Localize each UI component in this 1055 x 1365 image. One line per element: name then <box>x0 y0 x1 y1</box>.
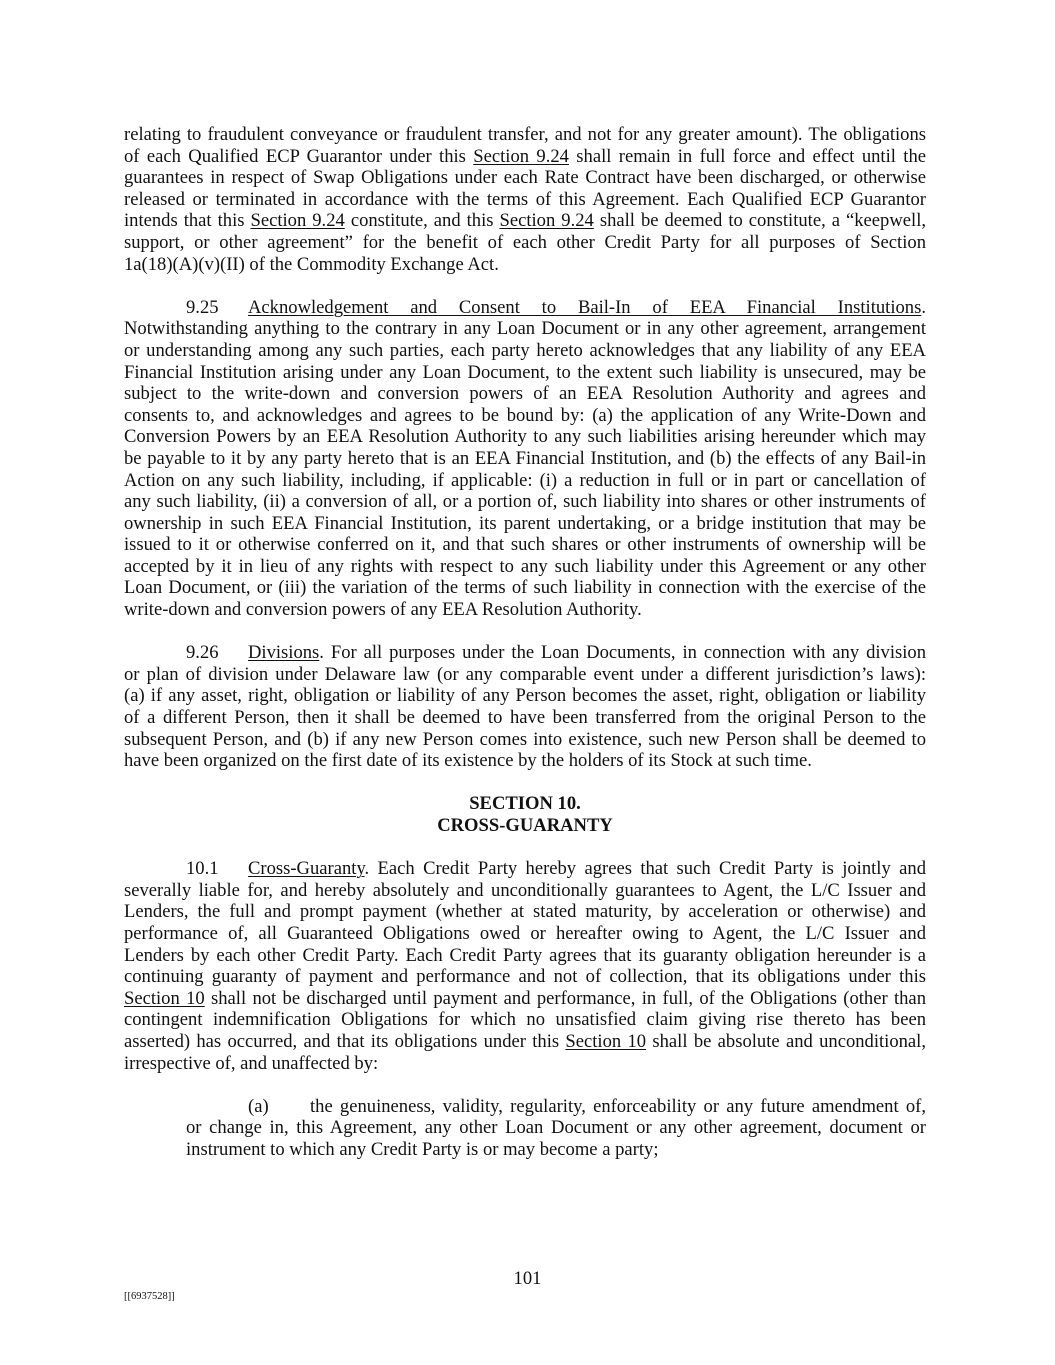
underlined-text: Section 10 <box>124 987 205 1009</box>
text-run: have been organized on the first date of its existence by the holders of its Stock at such time. <box>124 750 812 772</box>
text-line <box>124 340 926 362</box>
text-run: guarantees in respect of Swap Obligations under each Rate Contract have been discharged, or otherwise <box>124 167 926 189</box>
text-run: . For all purposes under the Loan Documents, in connection with any division <box>319 642 926 664</box>
text-run: of a different Person, then it shall be deemed to have been transferred from the original Person to the <box>124 707 926 729</box>
text-line <box>124 124 926 146</box>
text-line <box>124 362 926 384</box>
text-line <box>124 146 926 168</box>
text-run: or understanding among any such parties, each party hereto acknowledges that any liability of any EEA <box>124 339 926 361</box>
text-run: (a) if any asset, right, obligation or liability of any Person becomes the asset, right, obligation or liability <box>124 685 926 707</box>
text-line <box>124 448 926 470</box>
document-id: [[6937528]] <box>124 1291 175 1302</box>
paragraph-section-10-1 <box>124 858 926 1074</box>
text-line <box>186 1096 926 1118</box>
underlined-text: Acknowledgement and Consent to Bail-In of EEA Financial Institutions <box>248 296 922 318</box>
text-line <box>124 642 926 664</box>
text-line <box>124 470 926 492</box>
section-number: 10.1 <box>186 858 219 880</box>
text-run: Lenders, the full and prompt payment (whether at stated maturity, by acceleration or otherwise) and <box>124 901 926 923</box>
text-line <box>124 383 926 405</box>
text-line <box>124 167 926 189</box>
underlined-text: Divisions <box>248 642 320 664</box>
text-line <box>124 901 926 923</box>
text-line <box>124 945 926 967</box>
text-run: write-down and conversion powers of any EEA Resolution Authority. <box>124 599 642 621</box>
text-run: of each Qualified ECP Guarantor under this <box>124 145 474 167</box>
text-run: relating to fraudulent conveyance or fraudulent transfer, and not for any greater amount). The obligations <box>124 124 926 145</box>
section-10-title: CROSS-GUARANTY <box>437 815 613 836</box>
text-line <box>124 707 926 729</box>
underlined-text: Section 9.24 <box>499 210 594 232</box>
text-run: or change in, this Agreement, any other Loan Document or any other agreement, document or <box>186 1117 926 1139</box>
text-line <box>124 210 926 232</box>
text-line <box>124 577 926 599</box>
text-line <box>124 297 926 319</box>
text-line <box>186 1139 926 1161</box>
text-run: Conversion Powers by an EEA Resolution Authority to any such liabilities arising hereunder which may <box>124 426 926 448</box>
text-run: Financial Institution arising under any Loan Document, to the extent such liability is unsecured, may be <box>124 361 926 383</box>
text-run: ownership in such EEA Financial Institution, its parent undertaking, or a bridge institution that may be <box>124 512 926 534</box>
text-run: Loan Document, or (iii) the variation of the terms of such liability in connection with the exercise of the <box>124 577 926 599</box>
text-run: performance of, all Guaranteed Obligations owed or hereafter owing to Agent, the L/C Issuer and <box>124 922 926 944</box>
text-run: accepted by it in lieu of any rights with respect to any such liability under this Agreement or any other <box>124 555 926 577</box>
text-run: irrespective of, and unaffected by: <box>124 1052 379 1074</box>
text-line <box>124 426 926 448</box>
section-10-number: SECTION 10. <box>469 793 581 815</box>
text-run: support, or other agreement” for the benefit of each other Credit Party for all purposes of Section <box>124 231 926 253</box>
text-line <box>124 405 926 427</box>
text-run: constitute, and this <box>344 210 500 232</box>
text-line <box>186 1117 926 1139</box>
text-run: subject to the write-down and conversion powers of an EEA Resolution Authority and agrees and <box>124 383 926 405</box>
text-line <box>124 664 926 686</box>
text-run: 1a(18)(A)(v)(II) of the Commodity Exchange Act. <box>124 253 499 275</box>
text-run: consents to, and acknowledges and agrees to be bound by: (a) the application of any Write-Down and <box>124 404 926 426</box>
text-line <box>124 750 926 772</box>
document-body <box>124 124 926 1161</box>
text-run: subsequent Person, and (b) if any new Person comes into existence, such new Person shall be deemed to <box>124 728 926 750</box>
text-line <box>124 599 926 621</box>
text-line <box>124 988 926 1010</box>
text-run: instrument to which any Credit Party is or may become a party; <box>186 1138 659 1160</box>
text-run: contingent indemnification Obligations for which no unsatisfied claim giving rise thereto has been <box>124 1009 926 1031</box>
page-number: 101 <box>513 1268 542 1289</box>
text-run: intends that this <box>124 210 251 232</box>
paragraph-section-9-26 <box>124 642 926 772</box>
text-line <box>124 556 926 578</box>
text-run: . Each Credit Party hereby agrees that such Credit Party is jointly and <box>364 858 926 880</box>
text-line <box>124 513 926 535</box>
text-line <box>124 318 926 340</box>
clause-a <box>186 1096 926 1161</box>
section-10-heading <box>124 793 926 836</box>
text-run: . <box>921 296 926 318</box>
paragraph-section-9-24-continuation <box>124 124 926 275</box>
text-line <box>124 858 926 880</box>
text-line <box>124 880 926 902</box>
underlined-text: Section 9.24 <box>473 145 569 167</box>
paragraph-section-9-25 <box>124 297 926 621</box>
text-run: shall remain in full force and effect until the <box>568 145 926 167</box>
text-line <box>124 966 926 988</box>
text-line <box>124 1053 926 1075</box>
section-number: 9.26 <box>186 642 219 664</box>
underlined-text: Section 9.24 <box>250 210 345 232</box>
text-run: shall be absolute and unconditional, <box>646 1030 926 1052</box>
section-number: 9.25 <box>186 296 219 318</box>
text-run: continuing guaranty of payment and performance and not of collection, that its obligations under this <box>124 966 926 988</box>
text-line <box>124 923 926 945</box>
section-number: (a) <box>248 1095 269 1117</box>
text-run: issued to it or otherwise conferred on it, and that such shares or other instruments of ownership will be <box>124 534 926 556</box>
text-line <box>124 534 926 556</box>
text-run: severally liable for, and hereby absolutely and unconditionally guarantees to Agent, the L/C Issuer and <box>124 879 926 901</box>
text-run: released or terminated in accordance with the terms of this Agreement. Each Qualified ECP Guarantor <box>124 188 926 210</box>
text-run: be payable to it by any party hereto that is an EEA Financial Institution, and (b) the effects of any Bail-in <box>124 447 926 469</box>
text-line <box>124 232 926 254</box>
text-line <box>124 254 926 276</box>
text-run: Lenders by each other Credit Party. Each Credit Party agrees that its guaranty obligation hereunder is a <box>124 944 926 966</box>
text-run: shall not be discharged until payment and performance, in full, of the Obligations (other than <box>204 987 926 1009</box>
text-run: any such liability, (ii) a conversion of all, or a portion of, such liability into shares or other instruments of <box>124 491 926 513</box>
text-line <box>124 729 926 751</box>
text-line <box>124 1031 926 1053</box>
text-run: Action on any such liability, including, if applicable: (i) a reduction in full or in part or cancellation of <box>124 469 926 491</box>
text-line <box>124 1009 926 1031</box>
text-run: asserted) has occurred, and that its obligations under this <box>124 1030 566 1052</box>
text-line <box>124 189 926 211</box>
underlined-text: Cross-Guaranty <box>248 858 365 880</box>
text-run: Notwithstanding anything to the contrary in any Loan Document or in any other agreement, arrangement <box>124 318 926 340</box>
text-line <box>124 685 926 707</box>
text-run: shall be deemed to constitute, a “keepwell, <box>593 210 927 232</box>
text-line <box>124 491 926 513</box>
text-run: the genuineness, validity, regularity, enforceability or any future amendment of, <box>310 1095 926 1117</box>
underlined-text: Section 10 <box>565 1030 647 1052</box>
text-run: or plan of division under Delaware law (or any comparable event under a different jurisdiction’s laws): <box>124 663 926 685</box>
